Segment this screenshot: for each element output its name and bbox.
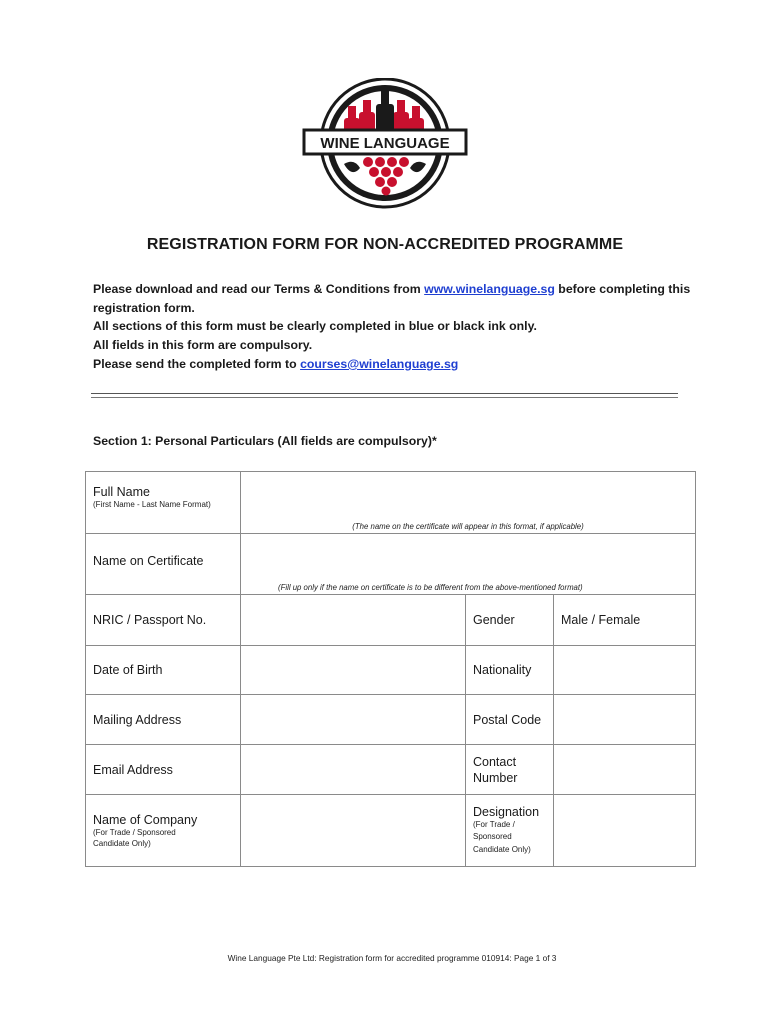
full-name-label: Full Name — [93, 485, 150, 499]
logo-wordmark: WINE LANGUAGE — [320, 135, 450, 152]
instruction-compulsory: All fields in this form are compulsory. — [93, 338, 313, 353]
cert-name-label: Name on Certificate — [93, 554, 204, 568]
nationality-field[interactable] — [554, 646, 696, 695]
website-link[interactable]: www.winelanguage.sg — [424, 282, 555, 296]
cert-name-label-cell — [86, 534, 241, 595]
nric-label: NRIC / Passport No. — [86, 595, 241, 646]
postal-code-field[interactable] — [554, 695, 696, 745]
cert-name-note: (Fill up only if the name on certificate is to be different from the above-mentioned format) — [278, 583, 583, 592]
divider — [91, 393, 678, 394]
nationality-label: Nationality — [466, 646, 554, 695]
designation-label-cell — [466, 795, 554, 867]
page-title: REGISTRATION FORM FOR NON-ACCREDITED PROGRAMME — [146, 236, 624, 253]
wine-language-logo — [300, 78, 470, 212]
email-field[interactable] — [241, 745, 466, 795]
email-label: Email Address — [86, 745, 241, 795]
personal-particulars-table — [85, 471, 696, 867]
page-footer: Wine Language Pte Ltd: Registration form for accredited programme 010914: Page 1 of 3 — [227, 953, 557, 963]
full-name-field[interactable] — [241, 472, 696, 534]
dob-label: Date of Birth — [86, 646, 241, 695]
divider — [91, 397, 678, 398]
designation-field[interactable] — [554, 795, 696, 867]
gender-value[interactable]: Male / Female — [554, 595, 696, 646]
company-label: Name of Company — [93, 812, 198, 827]
full-name-note: (The name on the certificate will appear in this format, if applicable) — [352, 522, 584, 531]
company-field[interactable] — [241, 795, 466, 867]
postal-code-label: Postal Code — [466, 695, 554, 745]
nric-field[interactable] — [241, 595, 466, 646]
gender-label: Gender — [466, 595, 554, 646]
cert-name-field[interactable] — [241, 534, 696, 595]
dob-field[interactable] — [241, 646, 466, 695]
email-link[interactable]: courses@winelanguage.sg — [300, 356, 459, 371]
contact-number-field[interactable] — [554, 745, 696, 795]
instructions — [93, 280, 693, 374]
mailing-address-label: Mailing Address — [86, 695, 241, 745]
full-name-label-cell — [86, 472, 241, 534]
instruction-send: Please send the completed form to courses@winelanguage.sg — [93, 356, 459, 371]
designation-hint: (For Trade / Sponsored Candidate Only) — [473, 819, 531, 854]
designation-label: Designation — [473, 804, 540, 819]
mailing-address-field[interactable] — [241, 695, 466, 745]
section-title: Section 1: Personal Particulars (All fields are compulsory)* — [93, 434, 437, 448]
company-label-cell — [86, 795, 241, 867]
contact-number-label: Contact Number — [466, 745, 554, 795]
company-hint: (For Trade / Sponsored Candidate Only) — [93, 827, 176, 848]
instruction-ink: All sections of this form must be clearly completed in blue or black ink only. — [93, 319, 537, 334]
full-name-hint: (First Name - Last Name Format) — [93, 500, 211, 509]
instruction-terms: Please download and read our Terms & Conditions from www.winelanguage.sg before completing this registration form. — [93, 282, 691, 315]
